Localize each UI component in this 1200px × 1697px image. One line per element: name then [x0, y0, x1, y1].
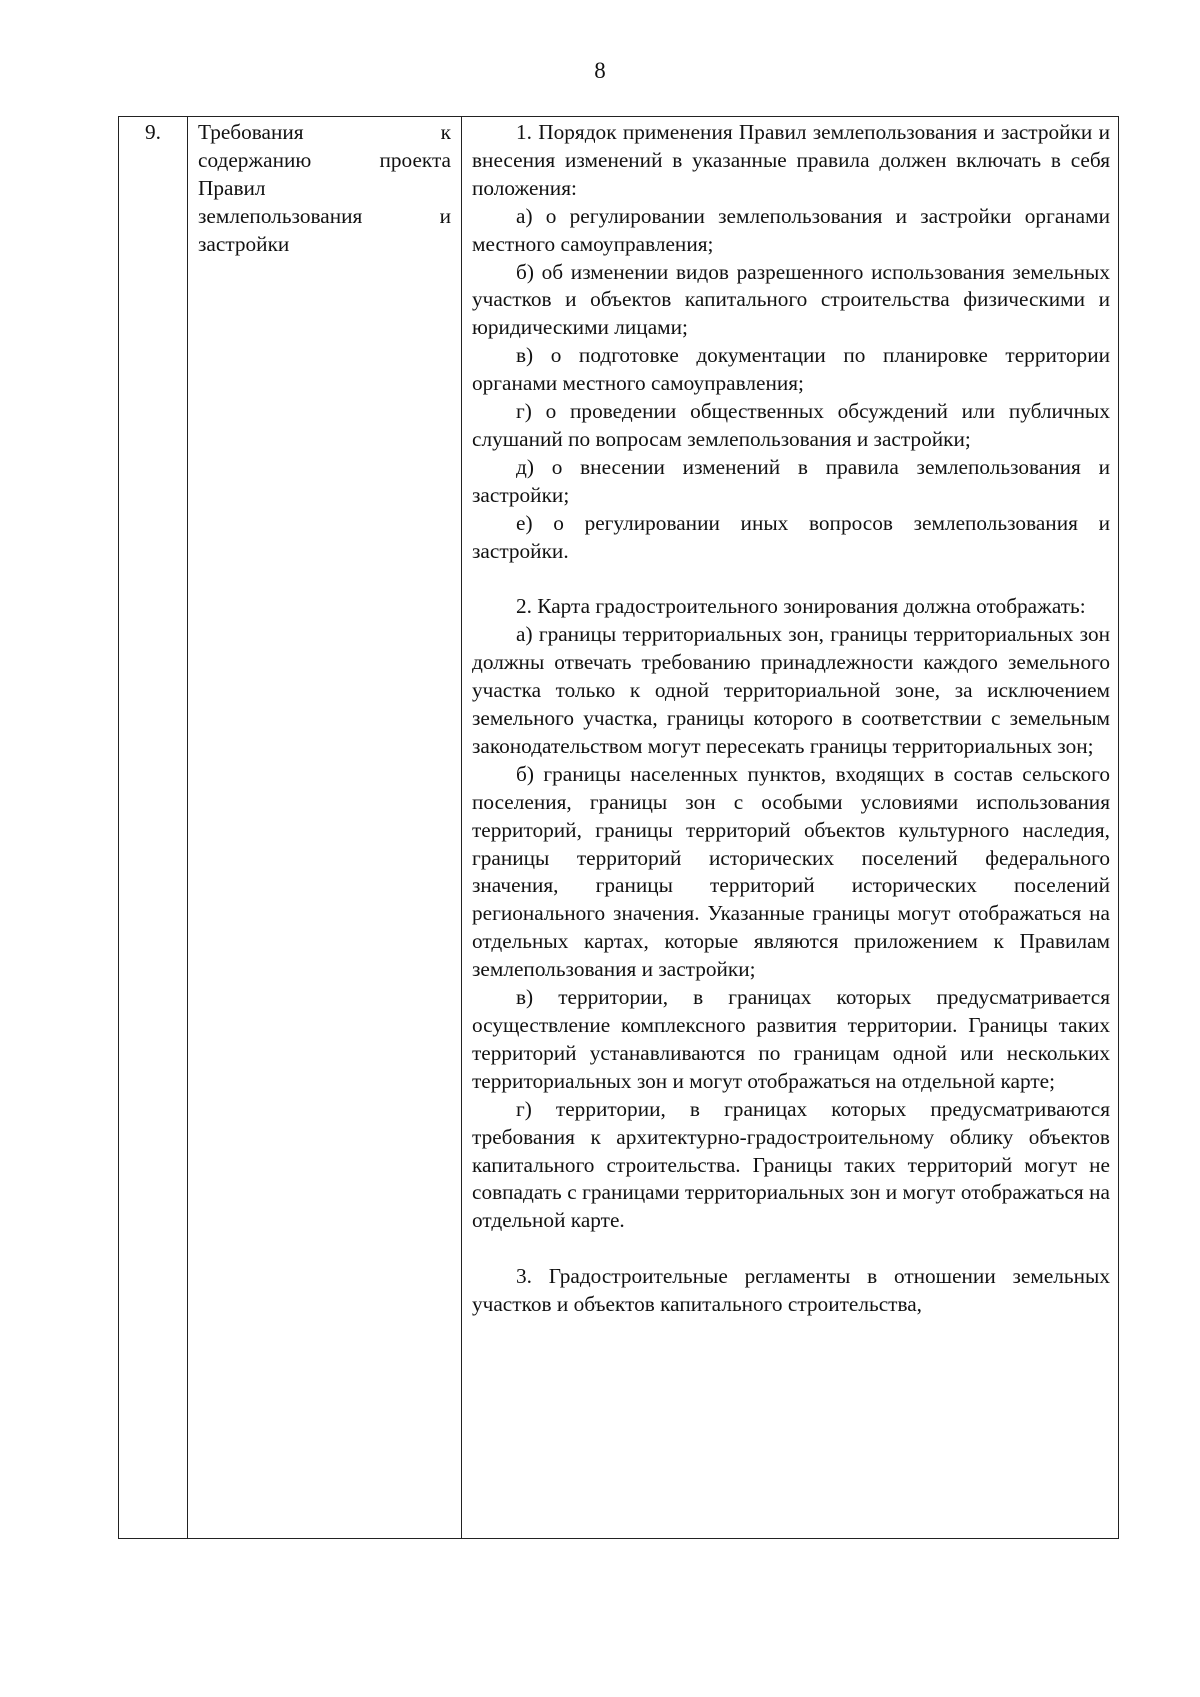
row-number: 9. — [119, 117, 188, 1539]
row-name-word: землепользования — [198, 203, 363, 228]
row-name-line — [198, 203, 451, 231]
requirements-section-2 — [472, 593, 1110, 1235]
requirement-paragraph: г) территории, в границах которых предусматриваются требования к архитектурно-градостроительному облику объектов капитального строительства. Границы таких территорий могут не совпадать с границами территориальных зон и могут отображаться на отдельной карте. — [472, 1096, 1110, 1233]
requirement-paragraph: а) о регулировании землепользования и застройки органами местного самоуправления; — [472, 203, 1110, 256]
requirement-paragraph: д) о внесении изменений в правила землепользования и застройки; — [472, 454, 1110, 507]
requirement-paragraph: 3. Градостроительные регламенты в отношении земельных участков и объектов капитального строительства, — [472, 1264, 1110, 1317]
row-name-word: Правил — [198, 175, 266, 200]
requirement-paragraph: а) границы территориальных зон, границы территориальных зон должны отвечать требованию принадлежности каждого земельного участка только к одной территориальной зоне, за исключением земельного участка, границы которого в соответствии с земельным законодательством могут пересекать границы территориальных зон; — [472, 622, 1110, 758]
requirement-paragraph: б) границы населенных пунктов, входящих в состав сельского поселения, границы зон с особыми условиями использования территорий, границы территорий объектов культурного наследия, границы территорий исторических поселений федерального значения, границы территорий исторических поселений регионального значения. Указанные границы могут отображаться на отдельных картах, которые являются приложением к Правилам землепользования и застройки; — [472, 761, 1110, 982]
requirement-paragraph: в) о подготовке документации по планировке территории органами местного самоуправления; — [472, 343, 1110, 396]
requirement-paragraph: в) территории, в границах которых предусматривается осуществление комплексного развития территории. Границы таких территорий устанавливаются по границам одной или нескольких территориальных зон и могут отображаться на отдельной карте; — [472, 985, 1110, 1093]
row-name-cell — [188, 117, 462, 1539]
requirements-cell — [462, 117, 1119, 1539]
row-name-word: и — [439, 203, 451, 228]
requirements-table — [118, 116, 1119, 1539]
requirement-paragraph: 2. Карта градостроительного зонирования должна отображать: — [516, 594, 1086, 619]
row-name-line — [198, 147, 451, 175]
requirement-paragraph: е) о регулировании иных вопросов землепользования и застройки. — [472, 510, 1110, 563]
row-name-line — [198, 119, 451, 147]
section-spacer — [472, 1235, 1110, 1263]
page-number: 8 — [594, 58, 606, 83]
row-name-line — [198, 231, 451, 259]
row-name-line — [198, 175, 451, 203]
section-spacer — [472, 566, 1110, 594]
requirement-paragraph: 1. Порядок применения Правил землепользования и застройки и внесения изменений в указанные правила должен включать в себя положения: — [472, 120, 1110, 200]
table-row — [119, 117, 1119, 1539]
row-name-word: Требования — [198, 120, 304, 144]
requirement-paragraph: г) о проведении общественных обсуждений или публичных слушаний по вопросам землепользования и застройки; — [472, 399, 1110, 451]
row-name-word: проекта — [379, 147, 451, 172]
requirements-section-1 — [472, 119, 1110, 566]
row-name-word: к — [440, 120, 451, 144]
requirements-section-3 — [472, 1263, 1110, 1319]
row-name-word: содержанию — [198, 147, 312, 172]
requirement-paragraph: б) об изменении видов разрешенного использования земельных участков и объектов капитального строительства физическими и юридическими лицами; — [472, 259, 1110, 340]
row-name-word: застройки — [198, 231, 290, 256]
